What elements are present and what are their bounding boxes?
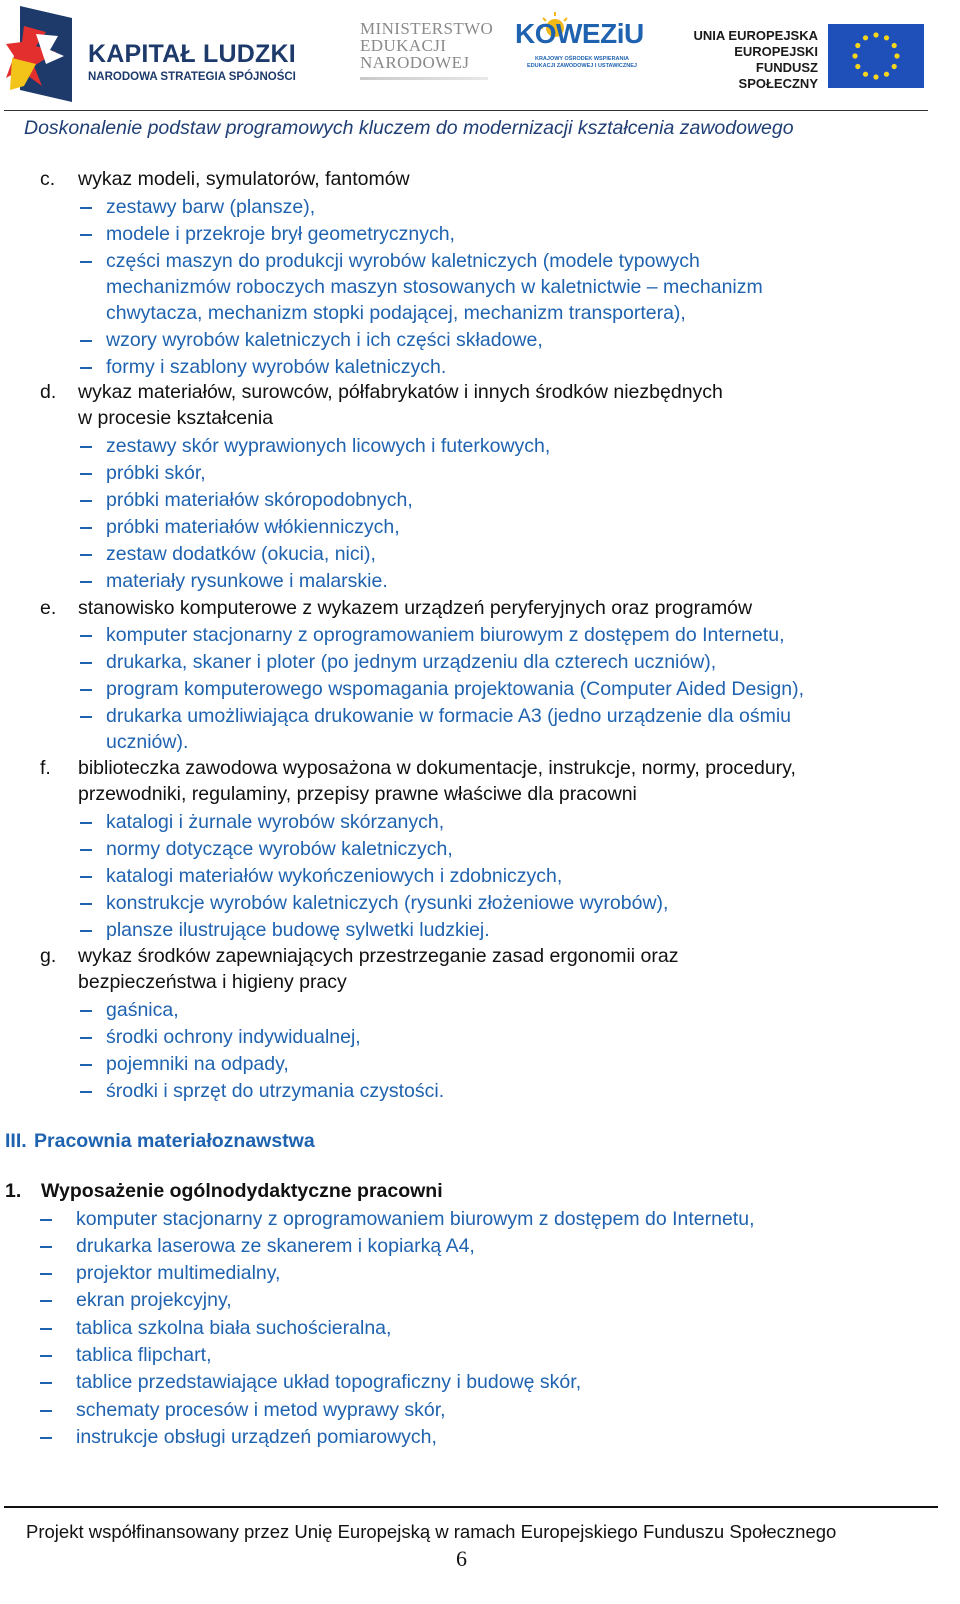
eu-star-icon xyxy=(884,35,889,40)
dash-icon xyxy=(80,261,92,263)
section-f-title: biblioteczka zawodowa wyposażona w dokumentacje, instrukcje, normy, procedury, xyxy=(78,757,796,779)
eu-star-icon xyxy=(873,32,878,37)
dash-icon xyxy=(80,635,92,637)
list-item: gaśnica, xyxy=(106,999,179,1021)
project-subtitle: Doskonalenie podstaw programowych kluczem do modernizacji kształcenia zawodowego xyxy=(24,117,794,139)
section-g-marker: g. xyxy=(40,945,57,967)
dash-icon xyxy=(40,1328,52,1330)
eu-star-icon xyxy=(855,64,860,69)
eu-star-icon xyxy=(855,43,860,48)
list-item-continuation: uczniów). xyxy=(106,731,189,753)
kl-subtitle: NARODOWA STRATEGIA SPÓJNOŚCI xyxy=(88,71,296,83)
list-item: ekran projekcyjny, xyxy=(76,1289,232,1311)
dash-icon xyxy=(80,822,92,824)
dash-icon xyxy=(80,930,92,932)
list-item: próbki materiałów włókienniczych, xyxy=(106,516,400,538)
page-number: 6 xyxy=(456,1546,467,1571)
dash-icon xyxy=(80,446,92,448)
dash-icon xyxy=(40,1300,52,1302)
list-item: pojemniki na odpady, xyxy=(106,1053,289,1075)
kapital-ludzki-logo xyxy=(6,6,306,102)
kowezu-logo xyxy=(515,18,645,82)
dash-icon xyxy=(80,1010,92,1012)
list-item: wzory wyrobów kaletniczych i ich części składowe, xyxy=(106,329,543,351)
dash-icon xyxy=(80,1037,92,1039)
dash-icon xyxy=(40,1410,52,1412)
dash-icon xyxy=(80,903,92,905)
dash-icon xyxy=(80,716,92,718)
list-item: schematy procesów i metod wyprawy skór, xyxy=(76,1399,446,1421)
footer-funding-note: Projekt współfinansowany przez Unię Europejską w ramach Europejskiego Funduszu Społecznego xyxy=(26,1521,837,1542)
men-logo xyxy=(360,20,500,84)
header-divider xyxy=(4,110,928,111)
section-g-title-continuation: bezpieczeństwa i higieny pracy xyxy=(78,971,347,993)
list-item: drukarka, skaner i ploter (po jednym urządzeniu dla czterech uczniów), xyxy=(106,651,717,673)
list-item: modele i przekroje brył geometrycznych, xyxy=(106,223,455,245)
dash-icon xyxy=(80,527,92,529)
kowezu-subtitle xyxy=(523,56,641,70)
dash-icon xyxy=(80,207,92,209)
list-item: tablice przedstawiające układ topograficzny i budowę skór, xyxy=(76,1371,582,1393)
kowezu-subtitle-line-2: EDUKACJI ZAWODOWEJ I USTAWICZNEJ xyxy=(527,63,637,69)
dash-icon xyxy=(80,340,92,342)
kowezu-subtitle-line-1: KRAJOWY OŚRODEK WSPIERANIA xyxy=(534,56,630,62)
list-item: program komputerowego wspomagania projektowania (Computer Aided Design), xyxy=(106,678,805,700)
list-item: zestawy skór wyprawionych licowych i futerkowych, xyxy=(106,435,551,457)
ue-line-1: UNIA EUROPEJSKA xyxy=(693,28,818,43)
footer-divider xyxy=(4,1506,938,1508)
section-e-marker: e. xyxy=(40,597,57,619)
list-item: tablica flipchart, xyxy=(76,1344,212,1366)
men-line-1: MINISTERSTWO xyxy=(360,19,494,38)
list-item: instrukcje obsługi urządzeń pomiarowych, xyxy=(76,1426,437,1448)
ue-line-3: FUNDUSZ SPOŁECZNY xyxy=(738,60,818,91)
eu-star-icon xyxy=(852,53,857,58)
list-item: zestawy barw (plansze), xyxy=(106,196,316,218)
men-line-2: EDUKACJI xyxy=(360,36,447,55)
dash-icon xyxy=(80,581,92,583)
dash-icon xyxy=(40,1273,52,1275)
dash-icon xyxy=(40,1382,52,1384)
ue-efs-logo xyxy=(688,24,928,91)
section-d-title-continuation: w procesie kształcenia xyxy=(78,407,274,429)
dash-icon xyxy=(40,1219,52,1221)
dash-icon xyxy=(80,554,92,556)
section-iii-marker: III. xyxy=(5,1130,27,1152)
list-item: normy dotyczące wyrobów kaletniczych, xyxy=(106,838,453,860)
dash-icon xyxy=(80,500,92,502)
list-item: katalogi i żurnale wyrobów skórzanych, xyxy=(106,811,445,833)
men-line-3: NARODOWEJ xyxy=(360,53,470,72)
list-item: projektor multimedialny, xyxy=(76,1262,281,1284)
dash-icon xyxy=(80,876,92,878)
ue-line-2: EUROPEJSKI xyxy=(734,44,818,59)
list-item-continuation: chwytacza, mechanizm stopki podającej, mechanizm transportera), xyxy=(106,302,686,324)
eu-star-icon xyxy=(894,53,899,58)
list-item: katalogi materiałów wykończeniowych i zdobniczych, xyxy=(106,865,563,887)
dash-icon xyxy=(80,473,92,475)
dash-icon xyxy=(80,1064,92,1066)
list-item: próbki materiałów skóropodobnych, xyxy=(106,489,413,511)
list-item: formy i szablony wyrobów kaletniczych. xyxy=(106,356,447,378)
header-logos xyxy=(0,0,960,112)
dash-icon xyxy=(80,662,92,664)
dash-icon xyxy=(80,689,92,691)
list-item: środki ochrony indywidualnej, xyxy=(106,1026,361,1048)
list-item: plansze ilustrujące budowę sylwetki ludzkiej. xyxy=(106,919,490,941)
heading-1-marker: 1. xyxy=(5,1180,22,1202)
section-e-title: stanowisko komputerowe z wykazem urządzeń peryferyjnych oraz programów xyxy=(78,597,753,619)
section-d-marker: d. xyxy=(40,381,57,403)
section-c-title: wykaz modeli, symulatorów, fantomów xyxy=(78,168,410,190)
heading-1-title: Wyposażenie ogólnodydaktyczne pracowni xyxy=(41,1180,443,1202)
list-item: materiały rysunkowe i malarskie. xyxy=(106,570,388,592)
dash-icon xyxy=(80,234,92,236)
section-iii-title: Pracownia materiałoznawstwa xyxy=(34,1130,315,1152)
eu-flag-icon xyxy=(828,24,924,88)
eu-star-icon xyxy=(892,43,897,48)
section-c-marker: c. xyxy=(40,168,56,190)
dash-icon xyxy=(80,1091,92,1093)
dash-icon xyxy=(40,1246,52,1248)
list-item: tablica szkolna biała suchościeralna, xyxy=(76,1317,392,1339)
dash-icon xyxy=(40,1437,52,1439)
eu-star-icon xyxy=(873,74,878,79)
list-item-continuation: mechanizmów roboczych maszyn stosowanych w kaletnictwie – mechanizm xyxy=(106,276,763,298)
kapital-ludzki-emblem-icon xyxy=(6,6,72,102)
eu-star-icon xyxy=(863,35,868,40)
list-item: zestaw dodatków (okucia, nici), xyxy=(106,543,376,565)
list-item: drukarka laserowa ze skanerem i kopiarką A4, xyxy=(76,1235,475,1257)
list-item: komputer stacjonarny z oprogramowaniem biurowym z dostępem do Internetu, xyxy=(106,624,785,646)
kowezu-title: KOWEZiU xyxy=(515,18,644,49)
eu-star-icon xyxy=(863,72,868,77)
list-item: konstrukcje wyrobów kaletniczych (rysunki złożeniowe wyrobów), xyxy=(106,892,669,914)
eu-star-icon xyxy=(892,64,897,69)
dash-icon xyxy=(80,849,92,851)
kl-title: KAPITAŁ LUDZKI xyxy=(88,40,296,68)
list-item: próbki skór, xyxy=(106,462,206,484)
list-item: środki i sprzęt do utrzymania czystości. xyxy=(106,1080,445,1102)
dash-icon xyxy=(40,1355,52,1357)
section-f-marker: f. xyxy=(40,757,51,779)
section-f-title-continuation: przewodniki, regulaminy, przepisy prawne właściwe dla pracowni xyxy=(78,783,637,805)
list-item: części maszyn do produkcji wyrobów kaletniczych (modele typowych xyxy=(106,250,700,272)
section-d-title: wykaz materiałów, surowców, półfabrykatów i innych środków niezbędnych xyxy=(78,381,723,403)
list-item: komputer stacjonarny z oprogramowaniem biurowym z dostępem do Internetu, xyxy=(76,1208,755,1230)
list-item: drukarka umożliwiająca drukowanie w formacie A3 (jedno urządzenie dla ośmiu xyxy=(106,705,792,727)
dash-icon xyxy=(80,367,92,369)
men-underline xyxy=(360,77,488,80)
section-g-title: wykaz środków zapewniających przestrzeganie zasad ergonomii oraz xyxy=(78,945,679,967)
eu-star-icon xyxy=(884,72,889,77)
